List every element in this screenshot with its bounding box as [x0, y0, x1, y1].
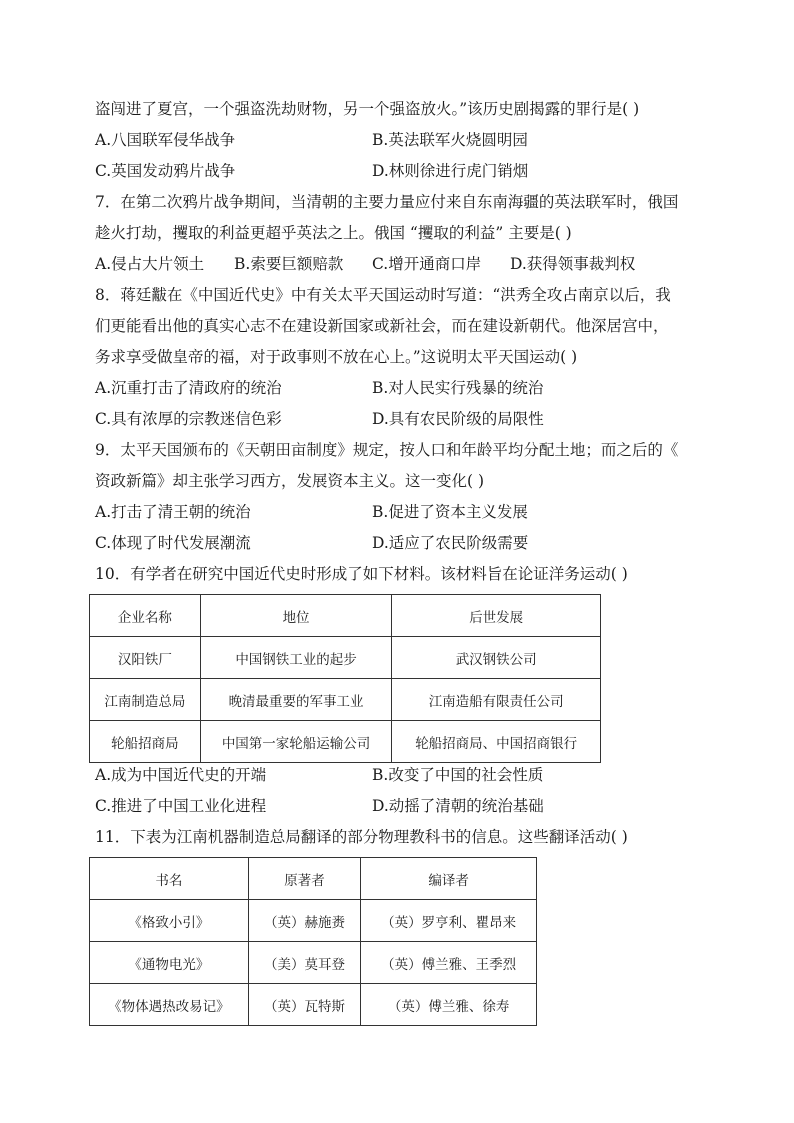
- table-cell: 轮船招商局、中国招商银行: [392, 721, 601, 763]
- q9-option-c: C.体现了时代发展潮流: [95, 534, 251, 552]
- q7-option-c: C.增开通商口岸: [372, 255, 482, 273]
- table-cell: 汉阳铁厂: [90, 637, 201, 679]
- q10-option-a: A.成为中国近代史的开端: [95, 766, 267, 784]
- q6-stem-end: 盗闯进了夏宫，一个强盗洗劫财物，另一个强盗放火。”该历史剧揭露的罪行是( ): [95, 100, 640, 118]
- table-cell: 《物体遇热改易记》: [90, 984, 249, 1026]
- q6-option-d: D.林则徐进行虎门销烟: [372, 162, 529, 180]
- table-row: [90, 679, 601, 721]
- q8-option-d: D.具有农民阶级的局限性: [372, 410, 544, 428]
- table-cell: （英）罗亨利、瞿昂来: [361, 900, 537, 942]
- table-header-cell: 后世发展: [392, 595, 601, 637]
- table-cell: （英）瓦特斯: [248, 984, 361, 1026]
- q6-option-c: C.英国发动鸦片战争: [95, 162, 236, 180]
- table-cell: 江南造船有限责任公司: [392, 679, 601, 721]
- q7-option-b: B.索要巨额赔款: [234, 255, 344, 273]
- table-header-cell: 原著者: [248, 858, 361, 900]
- table-cell: （英）赫施赉: [248, 900, 361, 942]
- table-header-cell: 地位: [200, 595, 392, 637]
- table-cell: 江南制造总局: [90, 679, 201, 721]
- q11-table: [89, 857, 537, 1026]
- table-cell: （英）傅兰雅、徐寿: [361, 984, 537, 1026]
- q10-stem: 10．有学者在研究中国近代史时形成了如下材料。该材料旨在论证洋务运动( ): [95, 565, 628, 583]
- q7-option-d: D.获得领事裁判权: [510, 255, 636, 273]
- q10-option-d: D.动摇了清朝的统治基础: [372, 797, 544, 815]
- q9-stem-line-2: 资政新篇》却主张学习西方，发展资本主义。这一变化( ): [95, 472, 485, 490]
- table-header-cell: 企业名称: [90, 595, 201, 637]
- q10-option-c: C.推进了中国工业化进程: [95, 797, 267, 815]
- q8-option-c: C.具有浓厚的宗教迷信色彩: [95, 410, 282, 428]
- table-row: [90, 900, 537, 942]
- q6-option-b: B.英法联军火烧圆明园: [372, 131, 528, 149]
- q7-option-a: A.侵占大片领土: [95, 255, 205, 273]
- q8-stem-line-1: 8．蒋廷黻在《中国近代史》中有关太平天国运动时写道：“洪秀全攻占南京以后，我: [95, 286, 671, 304]
- q6-option-a: A.八国联军侵华战争: [95, 131, 236, 149]
- table-cell: 武汉钢铁公司: [392, 637, 601, 679]
- table-cell: 晚清最重要的军事工业: [200, 679, 392, 721]
- table-header-cell: 编译者: [361, 858, 537, 900]
- table-row: [90, 984, 537, 1026]
- table-header-row: [90, 595, 601, 637]
- table-row: [90, 637, 601, 679]
- table-cell: 《通物电光》: [90, 942, 249, 984]
- q9-option-a: A.打击了清王朝的统治: [95, 503, 251, 521]
- q9-option-d: D.适应了农民阶级需要: [372, 534, 529, 552]
- table-row: [90, 721, 601, 763]
- table-header-row: [90, 858, 537, 900]
- q11-stem: 11．下表为江南机器制造总局翻译的部分物理教科书的信息。这些翻译活动( ): [95, 828, 628, 846]
- q7-stem-line-1: 7．在第二次鸦片战争期间，当清朝的主要力量应付来自东南海疆的英法联军时，俄国: [95, 193, 679, 211]
- q8-stem-line-2: 们更能看出他的真实心志不在建设新国家或新社会，而在建设新朝代。他深居宫中，: [95, 317, 669, 335]
- table-cell: 中国第一家轮船运输公司: [200, 721, 392, 763]
- q9-option-b: B.促进了资本主义发展: [372, 503, 528, 521]
- table-cell: 《格致小引》: [90, 900, 249, 942]
- q8-stem-line-3: 务求享受做皇帝的福，对于政事则不放在心上。”这说明太平天国运动( ): [95, 348, 578, 366]
- q8-option-a: A.沉重打击了清政府的统治: [95, 379, 282, 397]
- table-row: [90, 942, 537, 984]
- table-cell: 轮船招商局: [90, 721, 201, 763]
- table-cell: （英）傅兰雅、王季烈: [361, 942, 537, 984]
- q10-table: [89, 594, 601, 763]
- q8-option-b: B.对人民实行残暴的统治: [372, 379, 544, 397]
- table-cell: （美）莫耳登: [248, 942, 361, 984]
- q7-stem-line-2: 趁火打劫，攫取的利益更超乎英法之上。俄国 “攫取的利益” 主要是( ): [95, 224, 572, 242]
- table-cell: 中国钢铁工业的起步: [200, 637, 392, 679]
- q10-option-b: B.改变了中国的社会性质: [372, 766, 544, 784]
- table-header-cell: 书名: [90, 858, 249, 900]
- q9-stem-line-1: 9．太平天国颁布的《天朝田亩制度》规定，按人口和年龄平均分配土地；而之后的《: [95, 441, 679, 459]
